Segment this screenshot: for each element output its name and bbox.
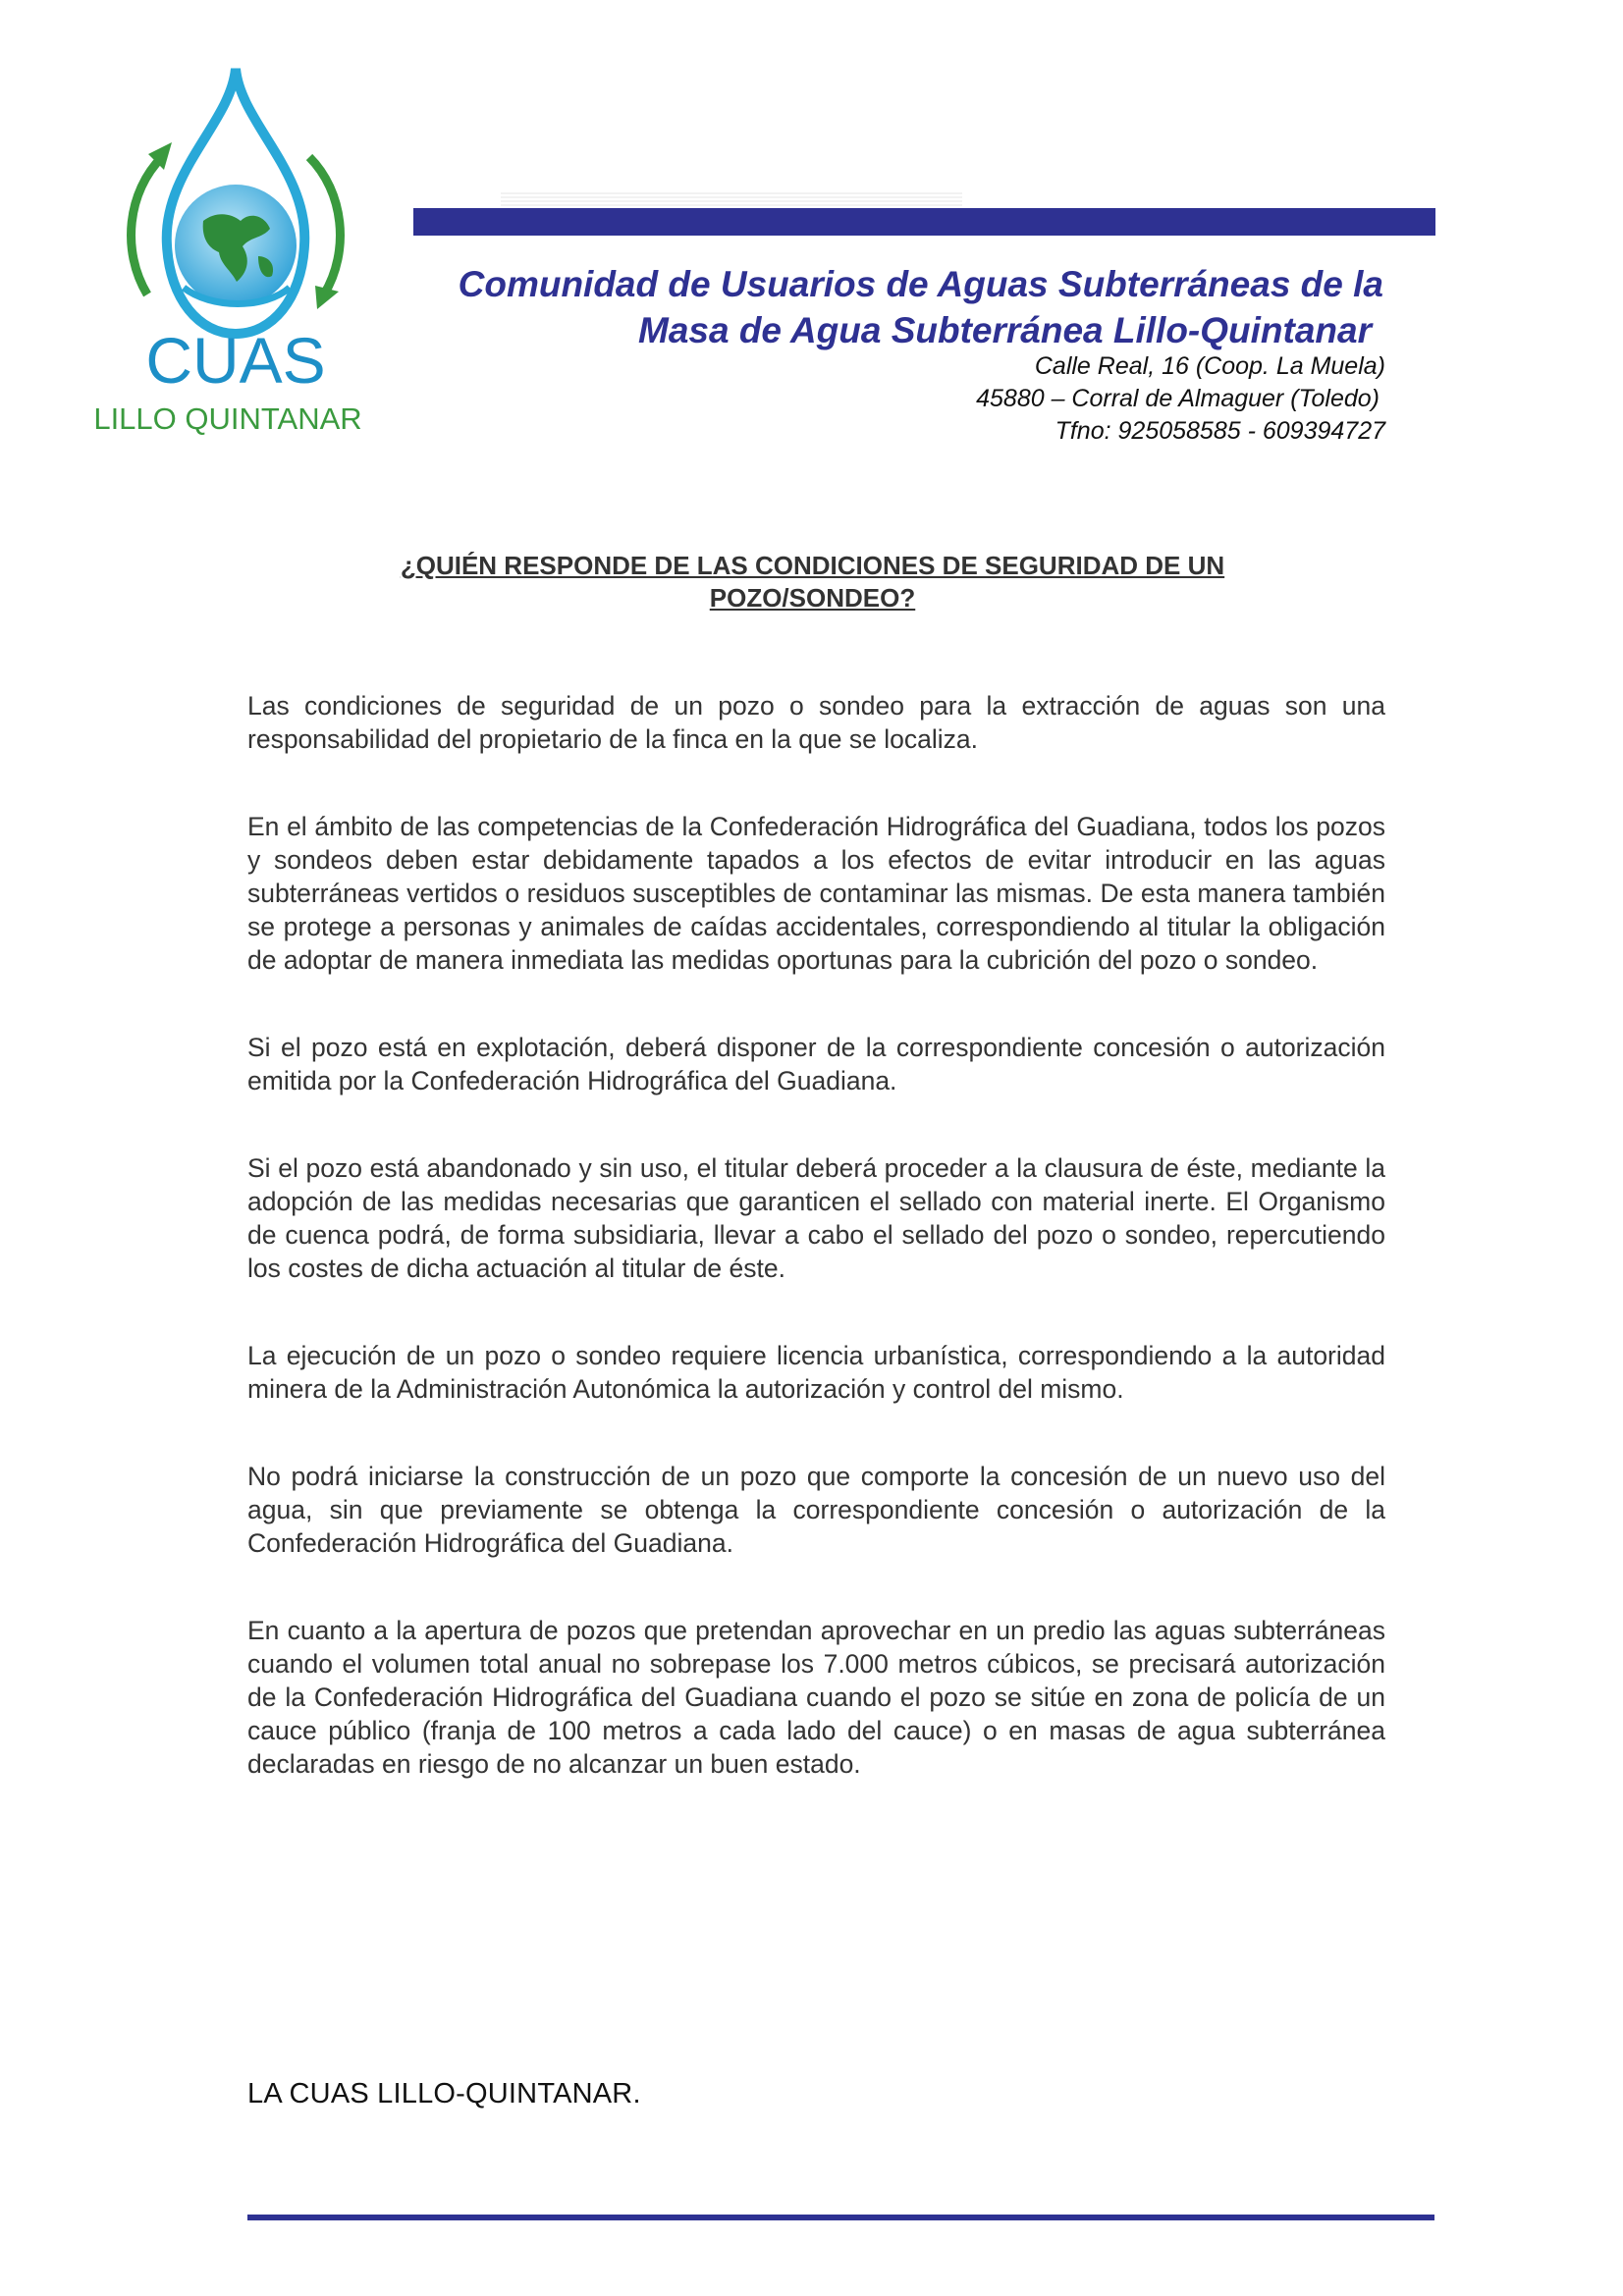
address-city: 45880 – Corral de Almaguer (Toledo) <box>976 385 1380 412</box>
header-accent-bar <box>413 208 1435 236</box>
header-decoration <box>501 192 962 206</box>
organization-title-line1: Comunidad de Usuarios de Aguas Subterráneas de la <box>458 264 1383 304</box>
document-title <box>324 550 1301 614</box>
footer-rule <box>247 2215 1434 2220</box>
document-title-line1: ¿QUIÉN RESPONDE DE LAS CONDICIONES DE SEGURIDAD DE UN <box>400 551 1225 580</box>
logo-subtitle: LILLO QUINTANAR <box>93 401 362 436</box>
paragraph: En cuanto a la apertura de pozos que pretendan aprovechar en un predio las aguas subterráneas cuando el volumen total anual no sobrepase los 7.000 metros cúbicos, se precisará autorización de la Confederación Hidrográfica del Guadiana cuando el pozo se sitúe en zona de policía de un cauce público (franja de 100 metros a cada lado del cauce) o en masas de agua subterránea declaradas en riesgo de no alcanzar un buen estado. <box>247 1616 1385 1779</box>
organization-title <box>402 261 1383 353</box>
paragraph: Las condiciones de seguridad de un pozo o sondeo para la extracción de aguas son una responsabilidad del propietario de la finca en la que se localiza. <box>247 691 1385 754</box>
document-title-line2: POZO/SONDEO? <box>709 583 916 613</box>
paragraph: Si el pozo está en explotación, deberá disponer de la correspondiente concesión o autorización emitida por la Confederación Hidrográfica del Guadiana. <box>247 1033 1385 1095</box>
address-phone: Tfno: 925058585 - 609394727 <box>1055 417 1385 445</box>
paragraph: No podrá iniciarse la construcción de un pozo que comporte la concesión de un nuevo uso del agua, sin que previamente se obtenga la correspondiente concesión o autorización de la Confederación Hidrográfica del Guadiana. <box>247 1462 1385 1558</box>
paragraph: La ejecución de un pozo o sondeo requiere licencia urbanística, correspondiendo a la autoridad minera de la Administración Autonómica la autorización y control del mismo. <box>247 1341 1385 1404</box>
paragraph: En el ámbito de las competencias de la Confederación Hidrográfica del Guadiana, todos los pozos y sondeos deben estar debidamente tapados a los efectos de evitar introducir en las aguas subterráneas vertidos o residuos susceptibles de contaminar las mismas. De esta manera también se protege a personas y animales de caídas accidentales, correspondiendo al titular la obligación de adoptar de manera inmediata las medidas oportunas para la cubrición del pozo o sondeo. <box>247 812 1385 975</box>
organization-address <box>698 350 1385 448</box>
organization-title-line2: Masa de Agua Subterránea Lillo-Quintanar <box>638 310 1372 350</box>
cuas-logo <box>93 64 378 437</box>
right-arrow-icon <box>309 157 340 294</box>
logo-name: CUAS <box>145 324 326 397</box>
signature: LA CUAS LILLO-QUINTANAR. <box>247 2078 641 2109</box>
address-street: Calle Real, 16 (Coop. La Muela) <box>1034 352 1385 380</box>
document-body <box>247 689 1385 1835</box>
paragraph: Si el pozo está abandonado y sin uso, el titular deberá proceder a la clausura de éste, mediante la adopción de las medidas necesarias que garanticen el sellado con material inerte. El Organismo de cuenca podrá, de forma subsidiaria, llevar a cabo el sellado del pozo o sondeo, repercutiendo los costes de dicha actuación al titular de éste. <box>247 1153 1385 1283</box>
left-arrow-icon <box>132 157 162 294</box>
